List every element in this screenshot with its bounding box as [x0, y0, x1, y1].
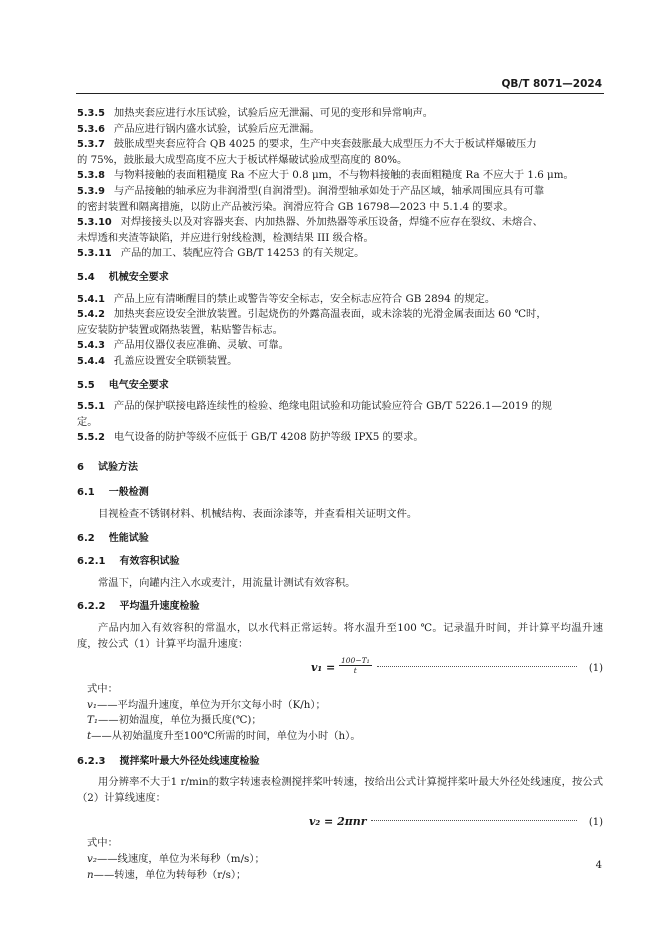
formula-1-def-t: t——从初始温度升至100℃所需的时间，单位为小时（h）。 — [87, 730, 361, 742]
header-rule — [76, 93, 604, 94]
formula-2-def-v2: v₂——线速度，单位为米每秒（m/s）； — [87, 852, 265, 865]
formula-1-where: 式中： — [87, 683, 118, 696]
clause-5-5-1-cont: 定。 — [77, 415, 98, 428]
section-heading-6-1: 6.1 一般检测 — [77, 487, 149, 499]
clause-5-3-7-cont: 的 75%，鼓胀最大成型高度不应大于板试样爆破试验成型高度的 80%。 — [77, 153, 408, 166]
formula-1 — [77, 656, 603, 678]
clause-5-3-9: 5.3.9 与产品接触的轴承应为非润滑型(自润滑型)。润滑型轴承如处于产品区域，轴承周围应具有可靠 — [77, 184, 545, 197]
formula-2-number: (1) — [588, 817, 603, 829]
clause-list-5-4 — [77, 292, 603, 370]
section-heading-5-5: 5.5 电气安全要求 — [77, 379, 169, 391]
clause-5-4-2: 5.4.2 加热夹套应设安全泄放装置。引起烧伤的外露高温表面，或未涂装的光滑金属表面达 60 ℃时， — [77, 308, 547, 321]
section-heading-6-2-1: 6.2.1 有效容积试验 — [77, 556, 180, 568]
formula-1-leader-dots — [377, 665, 577, 667]
clause-5-3-11: 5.3.11 产品的加工、装配应符合 GB/T 14253 的有关规定。 — [77, 247, 365, 260]
clause-5-4-3: 5.4.3 产品用仪器仪表应准确、灵敏、可靠。 — [77, 339, 289, 352]
clause-5-3-7: 5.3.7 鼓胀成型夹套应符合 QB 4025 的要求，生产中夹套鼓胀最大成型压力不大于板试样爆破压力 — [77, 138, 537, 151]
formula-1-denominator: t — [353, 666, 357, 676]
clause-5-4-2-cont: 应安装防护装置或隔热装置，粘贴警告标志。 — [77, 323, 283, 336]
clause-5-3-9-cont: 的密封装置和隔离措施，以防止产品被污染。润滑应符合 GB 16798—2023 中 5.1.4 的要求。 — [77, 200, 514, 213]
section-6-2-1-body: 常温下，向罐内注入水或麦汁，用流量计测试有效容积。 — [98, 576, 356, 589]
section-6-1-body: 目视检查不锈钢材料、机械结构、表面涂漆等，并查看相关证明文件。 — [98, 508, 418, 521]
page-content — [77, 106, 603, 883]
section-heading-6-2-3: 6.2.3 搅拌桨叶最大外径处线速度检验 — [77, 755, 260, 767]
document-code-header: QB/T 8071—2024 — [501, 78, 602, 90]
section-6-2-3-body: 用分辨率不大于1 r/min的数字转速表检测搅拌桨叶转速，按给出公式计算搅拌桨叶最大外径处线速度，按公式（2）计算线速度： — [77, 776, 603, 804]
section-heading-6-2: 6.2 性能试验 — [77, 532, 149, 544]
formula-2-leader-dots — [371, 819, 577, 821]
clause-5-5-2: 5.5.2 电气设备的防护等级不应低于 GB/T 4208 防护等级 IPX5 的要求。 — [77, 431, 424, 444]
formula-2-where: 式中： — [87, 837, 118, 850]
clause-5-3-10-cont: 未焊透和夹渣等缺陷，并应进行射线检测，检测结果 III 级合格。 — [77, 231, 374, 244]
clause-5-4-4: 5.4.4 孔盖应设置安全联锁装置。 — [77, 354, 238, 367]
clause-5-3-8: 5.3.8 与物料接触的表面粗糙度 Ra 不应大于 0.8 μm，不与物料接触的表面粗糙度 Ra 不应大于 1.6 μm。 — [77, 169, 574, 182]
clause-list-5-3 — [77, 106, 603, 262]
formula-1-def-t1: T₁——初始温度，单位为摄氏度(℃)； — [87, 714, 262, 727]
formula-2-lhs: v₂ = 2πnr — [309, 815, 367, 829]
formula-2-def-n: n——转速，单位为转每秒（r/s）； — [87, 868, 247, 881]
chapter-heading-6: 6 试验方法 — [77, 461, 138, 473]
clause-list-5-5 — [77, 399, 603, 446]
page-number: 4 — [595, 860, 602, 871]
formula-1-number: (1) — [588, 663, 603, 675]
formula-1-lhs: v₁ = — [311, 661, 336, 675]
clause-5-4-1: 5.4.1 产品上应有清晰醒目的禁止或警告等安全标志，安全标志应符合 GB 2894 的规定。 — [77, 292, 496, 305]
formula-1-numerator: 100−T₁ — [341, 656, 370, 666]
section-heading-6-2-2: 6.2.2 平均温升速度检验 — [77, 601, 200, 613]
clause-5-5-1: 5.5.1 产品的保护联接电路连续性的检验、绝缘电阻试验和功能试验应符合 GB/T 5226.1—2019 的规 — [77, 400, 552, 413]
clause-5-3-10: 5.3.10 对焊接接头以及对容器夹套、内加热器、外加热器等承压设备，焊缝不应存在裂纹、未熔合、 — [77, 216, 543, 229]
formula-2 — [77, 810, 603, 832]
section-heading-5-4: 5.4 机械安全要求 — [77, 271, 169, 283]
section-6-2-2-body: 产品内加入有效容积的常温水，以水代料正常运转。将水温升至100 ℃。记录温升时间，并计算平均温升速度，按公式（1）计算平均温升速度： — [77, 622, 603, 650]
clause-5-3-6: 5.3.6 产品应进行锅内盛水试验，试验后应无泄漏。 — [77, 122, 320, 135]
formula-1-fraction — [339, 656, 372, 675]
formula-1-def-v1: v₁——平均温升速度，单位为开尔文每小时（K/h）； — [87, 698, 326, 711]
clause-5-3-5: 5.3.5 加热夹套应进行水压试验，试验后应无泄漏、可见的变形和异常响声。 — [77, 107, 434, 119]
